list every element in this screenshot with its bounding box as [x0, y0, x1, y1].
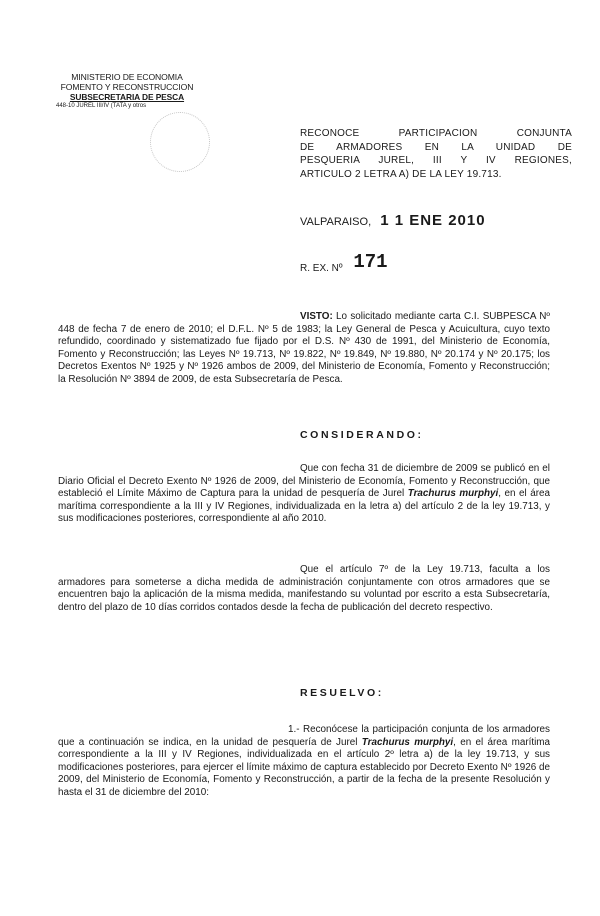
- species-name: Trachurus murphyi: [361, 736, 454, 748]
- considerando-p1-text: Que con fecha 31 de diciembre de 2009 se publicó en el Diario Oficial el Decreto Exento Nº 1926 de 2009, del Ministerio de Economía, Fomento y Reconstrucción, que estableció el Límite Máximo de Captura para la unidad de pesquería de Jurel: [58, 463, 550, 500]
- considerando-paragraph-2: Que el artículo 7º de la Ley 19.713, faculta a los armadores para someterse a dicha medida de administración conjuntamente con otros armadores que se encuentren bajo la aplicación de la misma medida, manifestando su voluntad por escrito a esta Subsecretaría, dentro del plazo de 10 días corridos contados desde la fecha de publicación del decreto respectivo.: [58, 564, 550, 613]
- resolution-number: 171: [353, 251, 388, 273]
- letterhead-ministry: MINISTERIO DE ECONOMIA: [71, 72, 183, 82]
- visto-paragraph: [58, 311, 550, 387]
- title-line: ARTICULO 2 LETRA A) DE LA LEY 19.713.: [300, 168, 502, 180]
- resuelvo-heading: RESUELVO:: [300, 687, 384, 699]
- considerando-paragraph-1: [58, 463, 550, 526]
- resuelvo-paragraph-1: [58, 724, 550, 800]
- considerando-heading: CONSIDERANDO:: [300, 429, 424, 441]
- visto-label: VISTO:: [300, 311, 333, 322]
- visto-text: Lo solicitado mediante carta C.I. SUBPESCA Nº 448 de fecha 7 de enero de 2010; el D.F.L. Nº 5 de 1983; la Ley General de Pesca y Acuicultura, cuyo texto refundido, coordinado y sistematizado fue fijado por el D.S. Nº 430 de 1991, del Ministerio de Economía, Fomento y Reconstrucción; las Leyes Nº 19.713, Nº 19.822, Nº 19.849, Nº 19.880, Nº 20.174 y Nº 20.175; los Decretos Exentos Nº 1925 y Nº 1926 ambos de 2009, del Ministerio de Economía, Fomento y Reconstrucción; la Resolución Nº 3894 de 2009, de esta Subsecretaría de Pesca.: [58, 311, 550, 385]
- date-place: VALPARAISO,: [300, 216, 372, 228]
- document-title: [300, 127, 572, 181]
- resolution-label: R. EX. Nº: [300, 263, 343, 274]
- considerando-p1-text-end: , en el área marítima correspondiente a la III y IV Regiones, individualizada en la letra a) del artículo 2 de la ley 19.713, y sus modificaciones posteriores, correspondiente al año 2010.: [58, 488, 550, 525]
- dateline: [300, 212, 486, 229]
- official-seal-stamp: [150, 112, 210, 172]
- letterhead-file-reference: 448-10 JUREL III/IV (TATA y otros: [56, 103, 147, 109]
- species-name: Trachurus murphyi: [407, 488, 499, 500]
- date-stamp: 1 1 ENE 2010: [380, 212, 486, 229]
- title-line: PESQUERIA JUREL, III Y IV REGIONES,: [300, 155, 572, 166]
- resuelvo-p1-text-end: , en el área marítima correspondiente a la III y IV Regiones, individualizada en el artículo 2º letra a) de la ley 19.713, y sus modificaciones posteriores, para ejercer el límite máximo de captura establecido por Decreto Exento Nº 1926 de 2009, del Ministerio de Economía, Fomento y Reconstrucción, a partir de la fecha de la presente Resolución y hasta el 31 de diciembre del 2010:: [58, 736, 551, 798]
- title-line: RECONOCE PARTICIPACION CONJUNTA: [300, 128, 572, 139]
- resuelvo-p1-text: 1.- Reconócese la participación conjunta de los armadores que a continuación se indica, en la unidad de pesquería de Jurel: [58, 724, 550, 748]
- letterhead-ministry-line2: FOMENTO Y RECONSTRUCCION: [60, 82, 194, 92]
- title-line: DE ARMADORES EN LA UNIDAD DE: [300, 141, 572, 153]
- resolution-number-line: [300, 251, 388, 277]
- letterhead-undersecretariat: SUBSECRETARIA DE PESCA: [69, 92, 185, 102]
- letterhead: [52, 72, 202, 110]
